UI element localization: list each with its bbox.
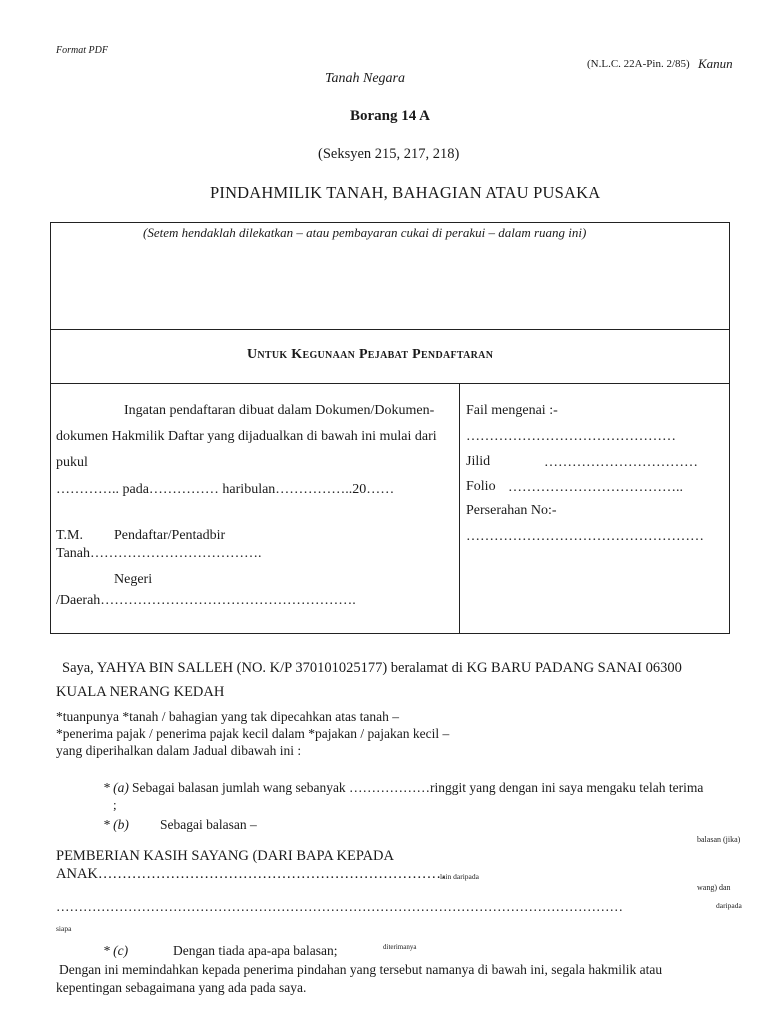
final-line2: kepentingan sebagaimana yang ada pada saya. <box>56 980 307 995</box>
tuanpunya-line: *tuanpunya *tanah / bahagian yang tak dipecahkan atas tanah – <box>56 709 399 724</box>
anak-line: ANAK……………………………………………………………… <box>56 866 446 882</box>
perserahan-dots: …………………………………………… <box>466 529 704 544</box>
option-b-mark-text: * (b) <box>103 817 129 832</box>
format-pdf-label: Format PDF <box>56 45 108 56</box>
ingatan-line3: pukul <box>56 455 88 470</box>
daerah-line: /Daerah………………………………………………. <box>56 593 356 608</box>
tanah-line: Tanah………………………………. <box>56 546 262 561</box>
fail-dots: ……………………………………… <box>466 429 676 444</box>
option-a-text: Sebagai balasan jumlah wang sebanyak ………………ringgit yang dengan ini saya mengaku telah terima <box>132 780 704 795</box>
lain-daripada-note: lain daripada <box>440 872 479 881</box>
dots-line: ……………………………………………………………………………………………………………… <box>56 899 623 914</box>
option-b-text: Sebagai balasan – <box>160 817 257 832</box>
option-a-semicolon: ; <box>113 797 117 812</box>
negeri-label: Negeri <box>114 572 153 587</box>
nlc-reference: (N.L.C. 22A-Pin. 2/85) <box>587 58 690 70</box>
option-c-text: Dengan tiada apa-apa balasan; <box>173 943 338 958</box>
page-title: PINDAHMILIK TANAH, BAHAGIAN ATAU PUSAKA <box>210 183 601 202</box>
tm-label: T.M. <box>56 528 83 543</box>
folio-label: Folio <box>466 479 496 494</box>
seksyen-label: (Seksyen 215, 217, 218) <box>318 146 460 162</box>
option-a-mark <box>103 780 129 796</box>
wang-dan-note: wang) dan <box>697 883 731 892</box>
option-c-mark <box>103 943 128 959</box>
diperihalkan-line: yang diperihalkan dalam Jadual dibawah ini : <box>56 743 302 758</box>
final-line1: Dengan ini memindahkan kepada penerima pindahan yang tersebut namanya di bawah ini, segala hakmilik atau <box>59 962 663 977</box>
ingatan-line1: Ingatan pendaftaran dibuat dalam Dokumen/Dokumen- <box>124 403 435 418</box>
stamp-box <box>50 222 730 330</box>
diterimanya-note: diterimanya <box>383 943 417 951</box>
jilid-dots: …………………………… <box>544 455 698 470</box>
option-c-mark-text: * (c) <box>103 943 129 958</box>
office-left-cell <box>50 383 460 634</box>
daripada-note: daripada <box>716 901 742 910</box>
ingatan-date-line: ………….. pada…………… haribulan……………..20…… <box>56 482 395 497</box>
pemberian-line: PEMBERIAN KASIH SAYANG (DARI BAPA KEPADA <box>56 848 394 864</box>
borang-title: Borang 14 A <box>350 108 431 124</box>
stamp-note: (Setem hendaklah dilekatkan – atau pembayaran cukai di perakui – dalam ruang ini) <box>143 225 587 240</box>
option-b-mark <box>103 817 129 833</box>
ingatan-line2: dokumen Hakmilik Daftar yang dijadualkan di bawah ini mulai dari <box>56 429 437 444</box>
penerima-line: *penerima pajak / penerima pajak kecil dalam *pajakan / pajakan kecil – <box>56 726 450 741</box>
tanah-negara-label: Tanah Negara <box>325 71 406 86</box>
perserahan-label: Perserahan No:- <box>466 503 557 518</box>
folio-dots: ……………………………….. <box>508 480 683 495</box>
jilid-label: Jilid <box>466 454 491 469</box>
office-right-cell <box>459 383 730 634</box>
office-heading-row <box>50 329 730 384</box>
option-a-mark-text: * (a) <box>103 780 129 795</box>
kanun-label: Kanun <box>698 56 733 71</box>
fail-label: Fail mengenai :- <box>466 403 558 418</box>
saya-line1: Saya, YAHYA BIN SALLEH (NO. K/P 370101025177) beralamat di KG BARU PADANG SANAI 06300 <box>62 660 682 676</box>
balasan-jika-note: balasan (jika) <box>697 835 741 844</box>
siapa-note: siapa <box>56 924 72 933</box>
office-heading: Untuk Kegunaan Pejabat Pendaftaran <box>247 347 494 362</box>
saya-line2: KUALA NERANG KEDAH <box>56 684 225 700</box>
pendaftar-label: Pendaftar/Pentadbir <box>114 528 226 543</box>
